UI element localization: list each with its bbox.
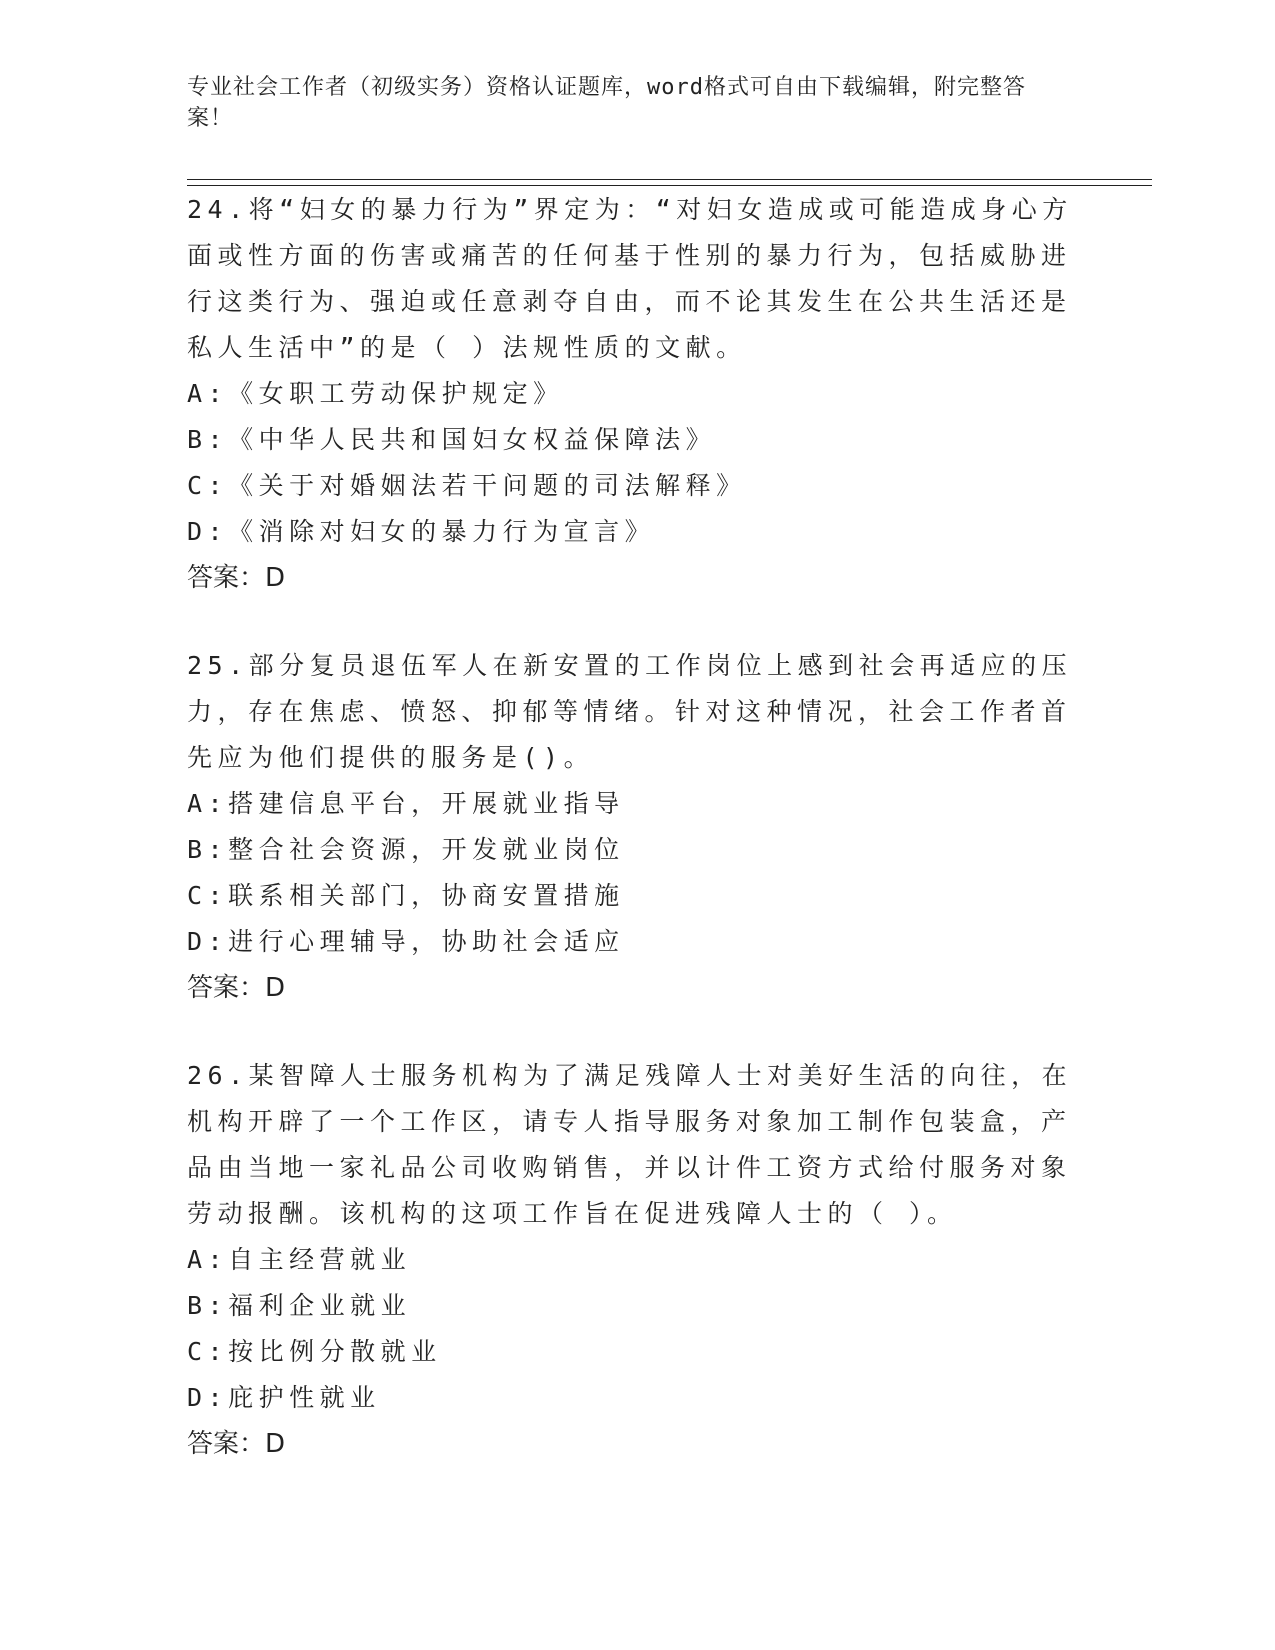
question-26 — [187, 1053, 1077, 1467]
option-b: B:整合社会资源，开发就业岗位 — [187, 835, 625, 864]
option-a: A:自主经营就业 — [187, 1245, 412, 1274]
option-a: A:搭建信息平台，开展就业指导 — [187, 789, 625, 818]
header-divider-top — [187, 179, 1152, 180]
option-a: A:《女职工劳动保护规定》 — [187, 379, 564, 408]
option-c: C:按比例分散就业 — [187, 1337, 442, 1366]
question-stem: 24.将“妇女的暴力行为”界定为：“对妇女造成或可能造成身心方面或性方面的伤害或痛苦的任何基于性别的暴力行为，包括威胁进行这类行为、强迫或任意剥夺自由，而不论其发生在公共生活还是私人生活中”的是（ ）法规性质的文献。 — [187, 195, 1073, 362]
option-c: C:《关于对婚姻法若干问题的司法解释》 — [187, 471, 747, 500]
question-stem: 26.某智障人士服务机构为了满足残障人士对美好生活的向往，在机构开辟了一个工作区，请专人指导服务对象加工制作包装盒，产品由当地一家礼品公司收购销售，并以计件工资方式给付服务对象劳动报酬。该机构的这项工作旨在促进残障人士的（ ）。 — [187, 1061, 1073, 1228]
option-b: B:《中华人民共和国妇女权益保障法》 — [187, 425, 717, 454]
option-b: B:福利企业就业 — [187, 1291, 412, 1320]
option-c: C:联系相关部门，协商安置措施 — [187, 881, 625, 910]
answer: 答案：D — [187, 1429, 286, 1459]
question-24 — [187, 187, 1077, 601]
answer: 答案：D — [187, 563, 286, 593]
document-header: 专业社会工作者（初级实务）资格认证题库，word格式可自由下载编辑，附完整答案！ — [187, 75, 1026, 131]
option-d: D:庇护性就业 — [187, 1383, 381, 1412]
option-d: D:《消除对妇女的暴力行为宣言》 — [187, 517, 656, 546]
option-d: D:进行心理辅导，协助社会适应 — [187, 927, 625, 956]
answer: 答案：D — [187, 973, 286, 1003]
header-divider-bottom — [187, 185, 1152, 186]
question-25 — [187, 643, 1077, 1011]
question-stem: 25.部分复员退伍军人在新安置的工作岗位上感到社会再适应的压力，存在焦虑、愤怒、抑郁等情绪。针对这种情况，社会工作者首先应为他们提供的服务是()。 — [187, 651, 1073, 772]
